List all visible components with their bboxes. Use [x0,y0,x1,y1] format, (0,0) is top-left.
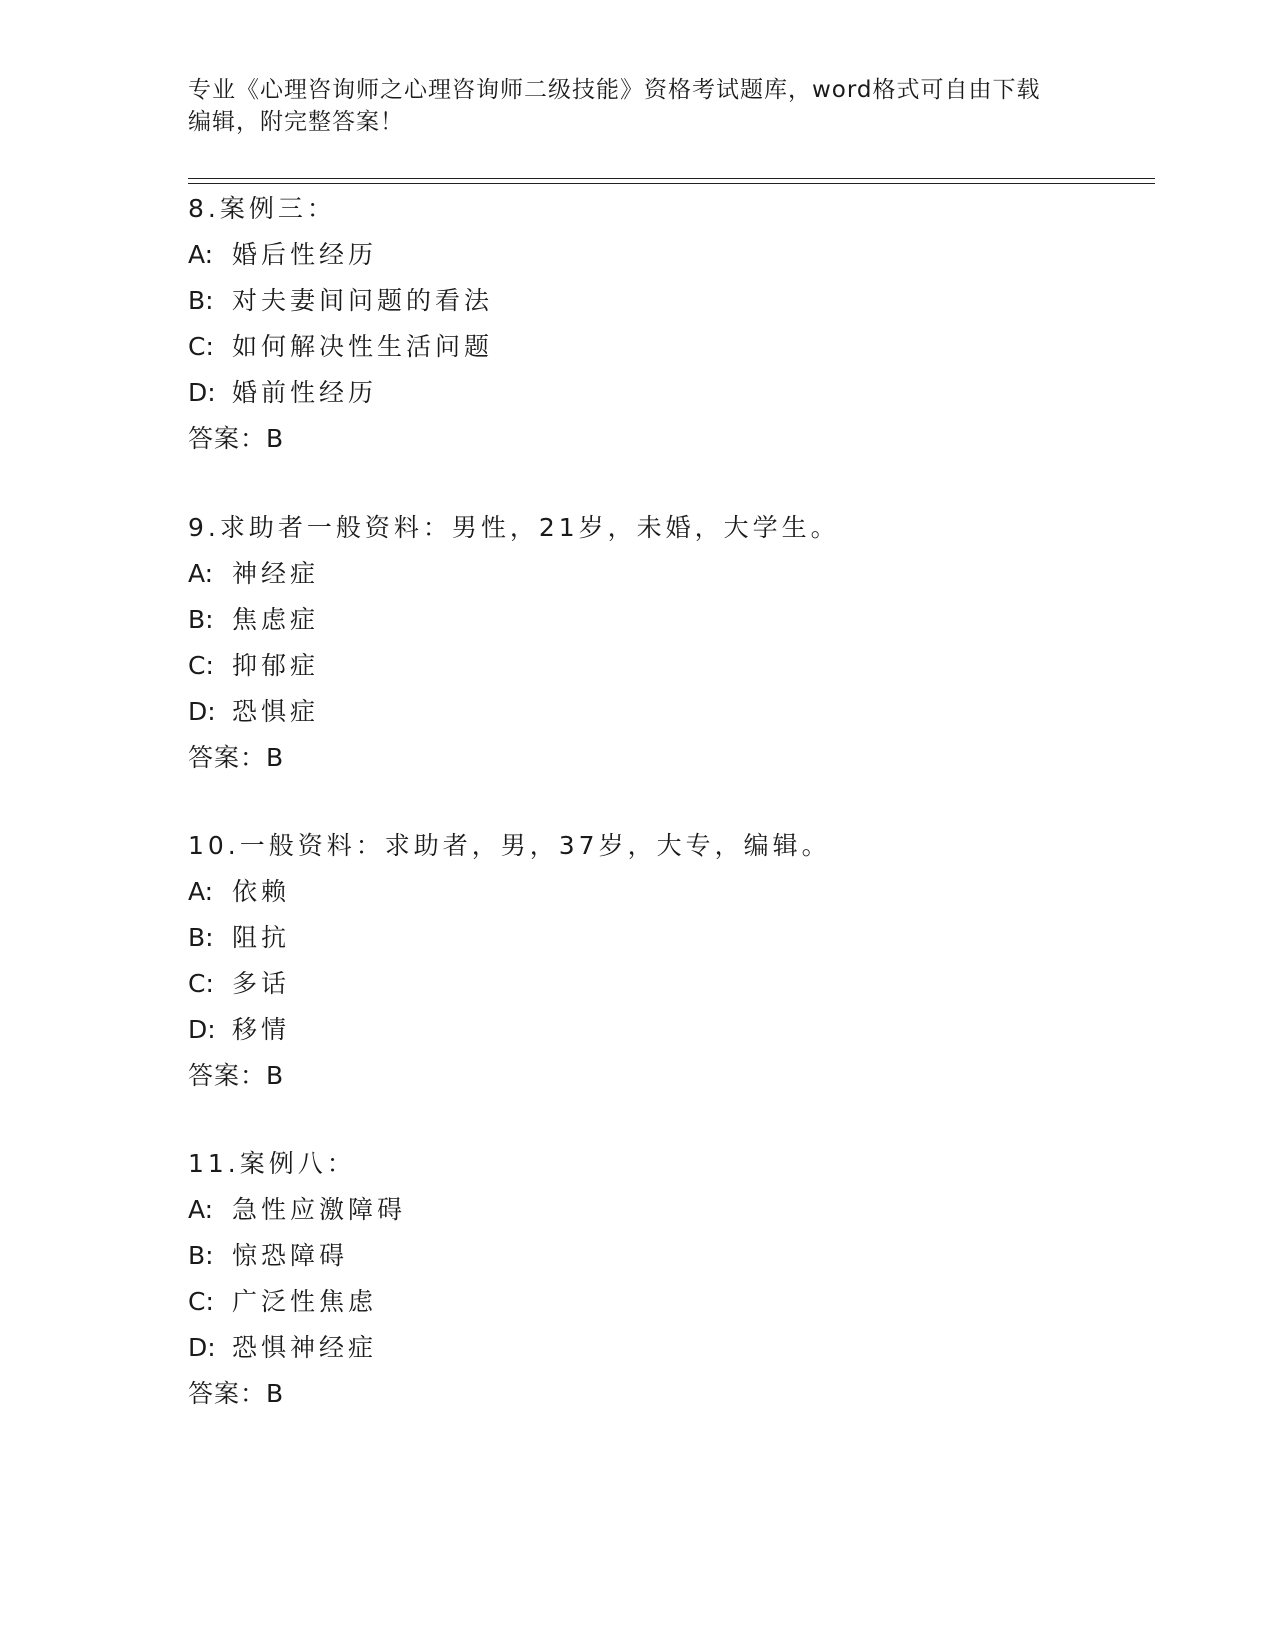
option-text: 恐惧神经症 [232,1333,378,1362]
option-letter: B: [188,605,214,634]
option-a [188,1187,1088,1233]
question-9 [188,505,1088,781]
option-letter: B: [188,286,214,315]
answer-line: 答案：B [188,424,285,453]
option-text: 急性应激障碍 [232,1195,407,1224]
option-letter: C: [188,651,214,680]
option-c [188,324,1088,370]
document-header [188,74,1088,138]
option-a [188,551,1088,597]
answer-line: 答案：B [188,1061,285,1090]
option-text: 婚后性经历 [232,240,378,269]
option-text: 多话 [232,969,291,998]
answer-line: 答案：B [188,1379,285,1408]
option-letter: C: [188,332,214,361]
header-line-2: 编辑，附完整答案！ [188,109,404,135]
option-b [188,278,1088,324]
option-b [188,1233,1088,1279]
option-c [188,961,1088,1007]
option-c [188,643,1088,689]
option-letter: C: [188,1287,214,1316]
option-text: 依赖 [232,877,291,906]
option-letter: D: [188,378,216,407]
option-letter: B: [188,1241,214,1270]
option-text: 抑郁症 [232,651,320,680]
answer-line: 答案：B [188,743,285,772]
option-d [188,689,1088,735]
option-text: 焦虑症 [232,605,320,634]
option-letter: A: [188,559,214,588]
option-text: 神经症 [232,559,320,588]
option-text: 恐惧症 [232,697,320,726]
question-stem: 11.案例八： [188,1149,356,1178]
option-letter: D: [188,1015,216,1044]
option-a [188,232,1088,278]
option-letter: B: [188,923,214,952]
option-d [188,1325,1088,1371]
option-text: 惊恐障碍 [232,1241,349,1270]
question-stem: 10.一般资料：求助者，男，37岁，大专，编辑。 [188,831,831,860]
question-11 [188,1141,1088,1417]
option-letter: C: [188,969,214,998]
option-letter: A: [188,877,214,906]
question-8 [188,186,1088,462]
option-text: 婚前性经历 [232,378,378,407]
option-b [188,597,1088,643]
header-line-1: 专业《心理咨询师之心理咨询师二级技能》资格考试题库，word格式可自由下载 [188,77,1041,103]
option-text: 广泛性焦虑 [232,1287,378,1316]
header-divider-bottom [188,183,1155,184]
question-stem: 8.案例三： [188,194,336,223]
header-divider-top [188,178,1155,179]
option-c [188,1279,1088,1325]
option-text: 对夫妻间问题的看法 [232,286,494,315]
option-text: 如何解决性生活问题 [232,332,494,361]
option-d [188,1007,1088,1053]
question-10 [188,823,1088,1099]
option-text: 阻抗 [232,923,291,952]
option-b [188,915,1088,961]
option-a [188,869,1088,915]
option-letter: A: [188,240,214,269]
option-letter: D: [188,697,216,726]
option-letter: D: [188,1333,216,1362]
option-letter: A: [188,1195,214,1224]
option-text: 移情 [232,1015,291,1044]
question-stem: 9.求助者一般资料：男性，21岁，未婚，大学生。 [188,513,840,542]
option-d [188,370,1088,416]
